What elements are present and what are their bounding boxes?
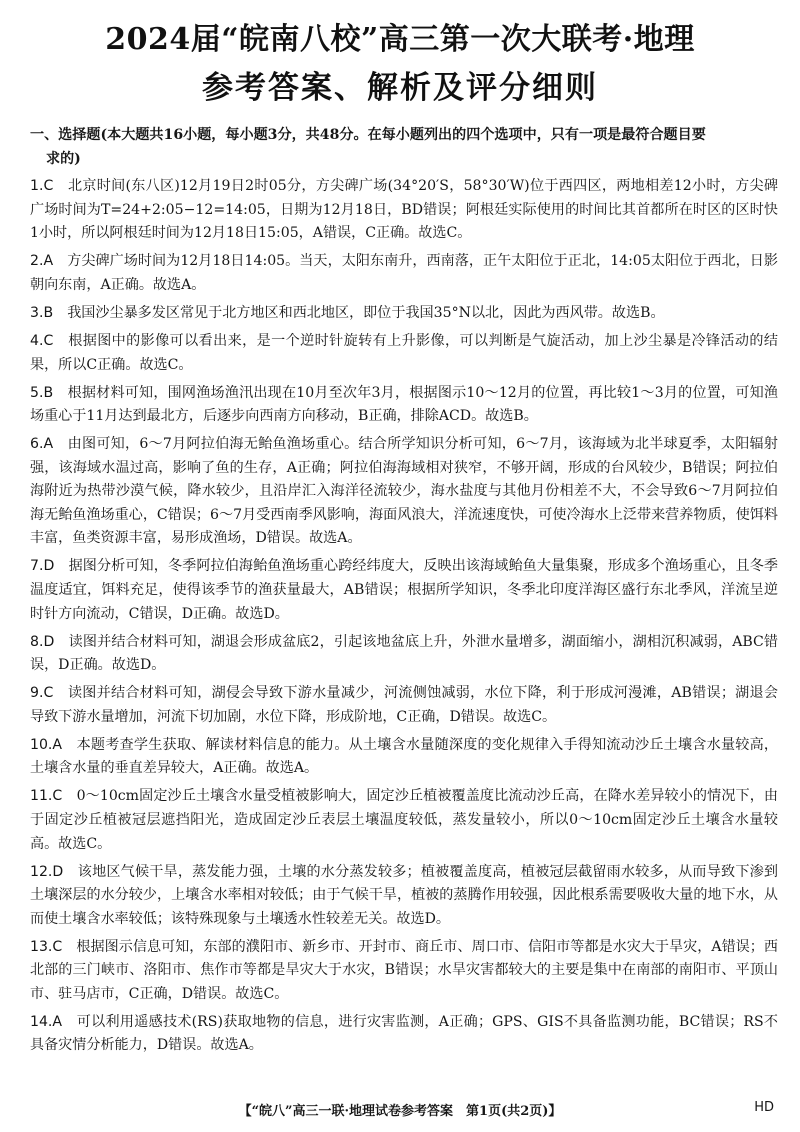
page-subtitle: 参考答案、解析及评分细则 [202,70,598,106]
page-title: 2024届“皖南八校”高三第一次大联考·地理 [105,22,695,57]
answer-explanation: 由图可知，6～7月阿拉伯海无鲐鱼渔场重心。结合所学知识分析可知，6～7月，该海域为北半球夏季，太阳辐射强，该海域水温过高，影响了鱼的生存，A正确；阿拉伯海海域相对狭窄，不够开阔，形成的台风较少，B错误；阿拉伯海附近为热带沙漠气候，降水较少，且沿岸汇入海洋径流较少，海水盐度与其他月份相差不大，不会导致6～7月阿拉伯海无鲐鱼渔场重心，C错误；6～7月受西南季风影响，海面风浪大，洋流速度快，可使冷海水上泛带来营养物质，使饵料丰富，鱼类资源丰富，易形成渔场，D错误。故选A。 [30,436,778,547]
answer-item [30,175,778,246]
answer-item [30,682,778,729]
answer-number: 2.A [30,253,54,270]
answer-number: 6.A [30,436,54,453]
answer-item [30,330,778,377]
answer-number: 10.A [30,736,63,753]
answer-number: 11.C [30,788,63,805]
answer-number: 7.D [30,558,55,575]
answer-item [30,382,778,429]
answer-number: 8.D [30,633,55,650]
answer-explanation: 读图并结合材料可知，湖侵会导致下游水量减少，河流侧蚀减弱，水位下降，利于形成河漫滩，AB错误；湖退会导致下游水量增加，河流下切加剧，水位下降，形成阶地，C正确，D错误。故选C。 [30,685,779,725]
answer-number: 5.B [30,384,54,401]
answer-item [30,250,778,297]
answer-number: 12.D [30,863,64,880]
answer-explanation: 根据图示信息可知，东部的濮阳市、新乡市、开封市、商丘市、周口市、信阳市等都是水灾大于旱灾，A错误；西北部的三门峡市、洛阳市、焦作市等都是旱灾大于水灾，B错误；水旱灾害都较大的主要是集中在南部的南阳市、平顶山市、驻马店市，C正确，D错误。故选C。 [30,938,778,1002]
answer-explanation: 0～10cm固定沙丘土壤含水量受植被影响大，固定沙丘植被覆盖度比流动沙丘高，在降水差异较小的情况下，由于固定沙丘植被冠层遮挡阳光，造成固定沙丘表层土壤温度较低，蒸发量较小，所以0～10cm固定沙丘土壤含水量较高。故选C。 [30,788,779,852]
answer-item [30,302,778,326]
answer-explanation: 该地区气候干旱，蒸发能力强，土壤的水分蒸发较多；植被覆盖度高，植被冠层截留雨水较多，从而导致下渗到土壤深层的水分较少，上壤含水率相对较低；由于气候干旱，植被的蒸腾作用较强，因此根系需要吸收大量的地下水，从而使土壤含水率较低；该特殊现象与土壤透水性较差无关。故选D。 [30,863,778,927]
answer-number: 3.B [30,304,54,321]
answer-item [30,785,778,856]
answer-explanation: 读图并结合材料可知，湖退会形成盆底2，引起该地盆底上升，外泄水量增多，湖面缩小，湖相沉积减弱，ABC错误，D正确。故选D。 [30,633,778,674]
answer-number: 1.C [30,178,54,195]
answer-explanation: 我国沙尘暴多发区常见于北方地区和西北地区，即位于我国35°N以北，因此为西风带。故选B。 [67,304,665,321]
answer-item [30,555,778,626]
answer-explanation: 根据图中的影像可以看出来，是一个逆时针旋转有上升影像，可以判断是气旋活动，加上沙尘暴是冷锋活动的结果，所以C正确。故选C。 [30,332,779,373]
footer-code: HD [754,1100,774,1115]
answer-explanation: 方尖碑广场时间为12月18日14:05。当天，太阳东南升，西南落，正午太阳位于正北，14:05太阳位于西北，日影朝向东南，A正确。故选A。 [30,253,778,293]
section-heading-continuation: 求的) [46,150,81,167]
answers-list [30,175,778,1058]
answer-item [30,631,778,678]
answer-number: 4.C [30,332,54,349]
answers-content [30,124,778,1062]
answer-item [30,433,778,551]
answer-number: 14.A [30,1013,63,1030]
answer-explanation: 据图分析可知，冬季阿拉伯海鲐鱼渔场重心跨经纬度大，反映出该海域鲐鱼大量集聚，形成多个渔场重心，且冬季温度适宜，饵料充足，使得该季节的渔获量最大，AB错误；根据所学知识，冬季北印度洋海区盛行东北季风，洋流呈逆时针方向流动，C错误，D正确。故选D。 [30,558,779,622]
page-footer: 【“皖八”高三一联·地理试卷参考答案 第1页(共2页)】 [238,1104,562,1119]
answer-item [30,734,778,781]
answer-explanation: 可以利用遥感技术(RS)获取地物的信息，进行灾害监测，A正确；GPS、GIS不具备监测功能，BC错误；RS不具备灾情分析能力，D错误。故选A。 [30,1013,779,1054]
answer-number: 13.C [30,938,63,955]
answer-explanation: 根据材料可知，围网渔场渔汛出现在10月至次年3月，根据图示10～12月的位置，再比较1～3月的位置，可知渔场重心于11月达到最北方，后逐步向西南方向移动，B正确，排除ACD。故选B。 [30,384,778,425]
answer-item [30,936,778,1007]
answer-item [30,1011,778,1058]
answer-item [30,861,778,932]
answer-explanation: 北京时间(东八区)12月19日2时05分，方尖碑广场(34°20′S，58°30′W)位于西四区，两地相差12小时，方尖碑广场时间为T=24+2:05−12=14:05，日期为12月18日，BD错误；阿根廷实际使用的时间比其首都所在时区的区时快1小时，所以阿根廷时间为12月18日15:05，A错误，C正确。故选C。 [30,178,779,242]
answer-number: 9.C [30,685,54,702]
section-heading-text: 一、选择题(本大题共16小题，每小题3分，共48分。在每小题列出的四个选项中，只有一项是最符合题目要 [30,127,706,143]
section-heading [30,124,778,171]
answer-explanation: 本题考查学生获取、解读材料信息的能力。从土壤含水量随深度的变化规律入手得知流动沙丘土壤含水量较高，土壤含水量的垂直差异较大，A正确。故选A。 [30,736,778,777]
